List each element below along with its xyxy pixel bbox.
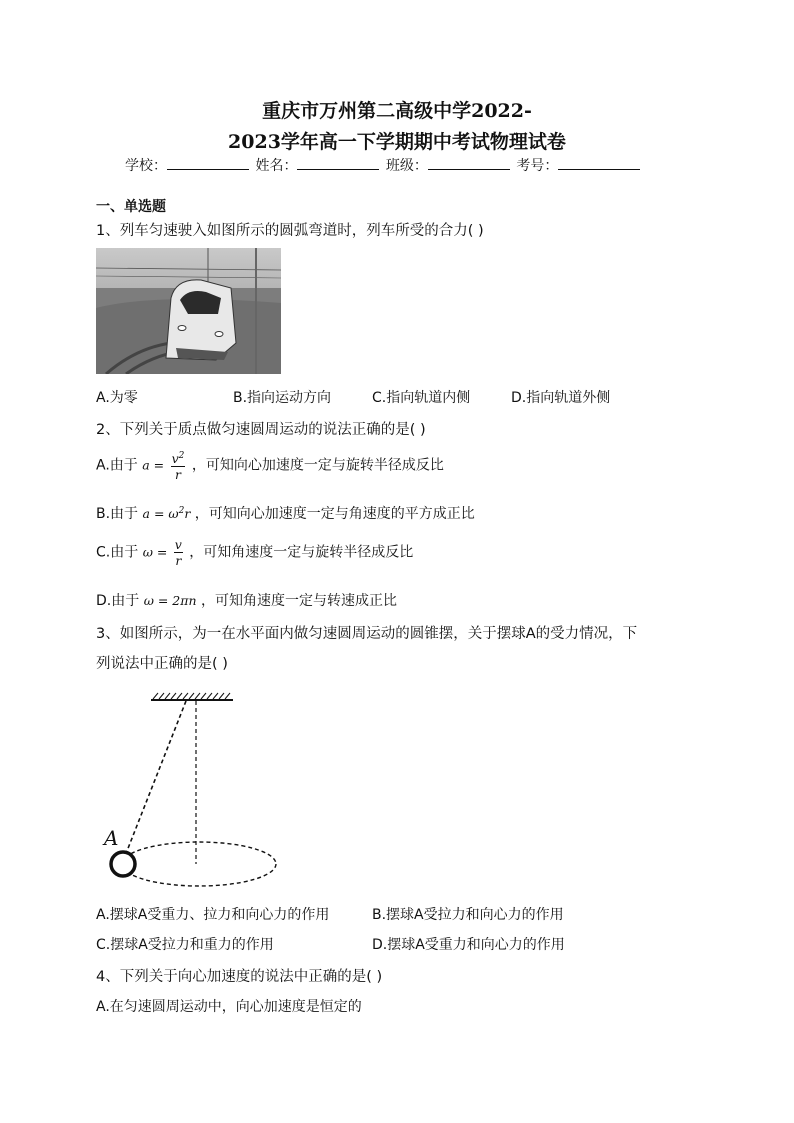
question-1-option-a: A.为零 [96,390,138,406]
conical-pendulum-figure [96,690,296,890]
option-c-fraction [174,537,183,568]
circular-path [122,842,276,886]
question-2-option-b [96,503,475,523]
option-b-prefix: B.由于 [96,506,139,522]
question-3-option-c: C.摆球A受拉力和重力的作用 [96,937,274,953]
exam-number-blank [558,157,640,170]
exam-title-line1: 重庆市万州第二高级中学2022- [262,100,532,122]
name-blank [297,157,379,170]
fraction-denominator: r [175,467,181,483]
option-c-formula-lhs: ω = [142,544,168,560]
option-a-prefix: A.由于 [96,457,138,474]
question-3-stem-line2: 列说法中正确的是( ) [96,656,228,672]
pendulum-ball [111,852,135,876]
class-blank [428,157,510,170]
question-3-option-d: D.摆球A受重力和向心力的作用 [372,937,565,953]
train-on-curved-track-photo [96,248,281,374]
option-b-formula: $a = \omega^2r$ [142,505,191,521]
option-c-text: ，可知角速度一定与旋转半径成反比 [189,544,414,561]
ball-label: A [104,826,119,850]
pendulum-string [125,701,186,856]
question-1-option-b: B.指向运动方向 [233,390,332,406]
school-blank [167,157,249,170]
fraction-numerator: $v^2$ [171,451,185,467]
school-label: 学校： [125,158,167,174]
option-c-prefix: C.由于 [96,544,139,561]
class-label: 班级： [385,158,428,174]
exam-title-line2: 2023学年高一下学期期中考试物理试卷 [228,131,566,153]
question-1-option-d: D.指向轨道外侧 [511,390,611,406]
question-1-option-c: C.指向轨道内侧 [372,390,471,406]
question-3-option-b: B.摆球A受拉力和向心力的作用 [372,907,564,923]
fraction-denominator: r [175,553,182,568]
option-a-fraction [171,449,186,482]
section-heading: 一、单选题 [96,199,166,215]
question-4-stem: 4、下列关于向心加速度的说法中正确的是( ) [96,969,383,985]
question-1-stem: 1、列车匀速驶入如图所示的圆弧弯道时，列车所受的合力( ) [96,223,484,239]
fraction-numerator: v [174,537,182,552]
question-2-option-d [96,590,397,610]
name-label: 姓名： [255,158,298,174]
question-2-stem: 2、下列关于质点做匀速圆周运动的说法正确的是( ) [96,422,426,438]
option-a-formula-lhs: a = [142,457,165,473]
option-d-text: ，可知角速度一定与转速成正比 [200,593,397,609]
option-d-formula: ω = 2πn [143,593,197,608]
option-d-prefix: D.由于 [96,593,140,609]
ceiling-hatch [153,693,230,699]
question-3-stem-line1: 3、如图所示，为一在水平面内做匀速圆周运动的圆锥摆，关于摆球A的受力情况，下 [96,626,638,642]
student-info-line [125,155,642,175]
question-2-option-c [96,537,413,568]
option-b-text: ，可知向心加速度一定与角速度的平方成正比 [194,506,475,522]
question-3-option-a: A.摆球A受重力、拉力和向心力的作用 [96,907,330,923]
option-a-text: ，可知向心加速度一定与旋转半径成反比 [191,457,444,474]
question-2-option-a [96,449,444,482]
question-4-option-a: A.在匀速圆周运动中，向心加速度是恒定的 [96,999,362,1015]
exam-number-label: 考号： [516,158,559,174]
